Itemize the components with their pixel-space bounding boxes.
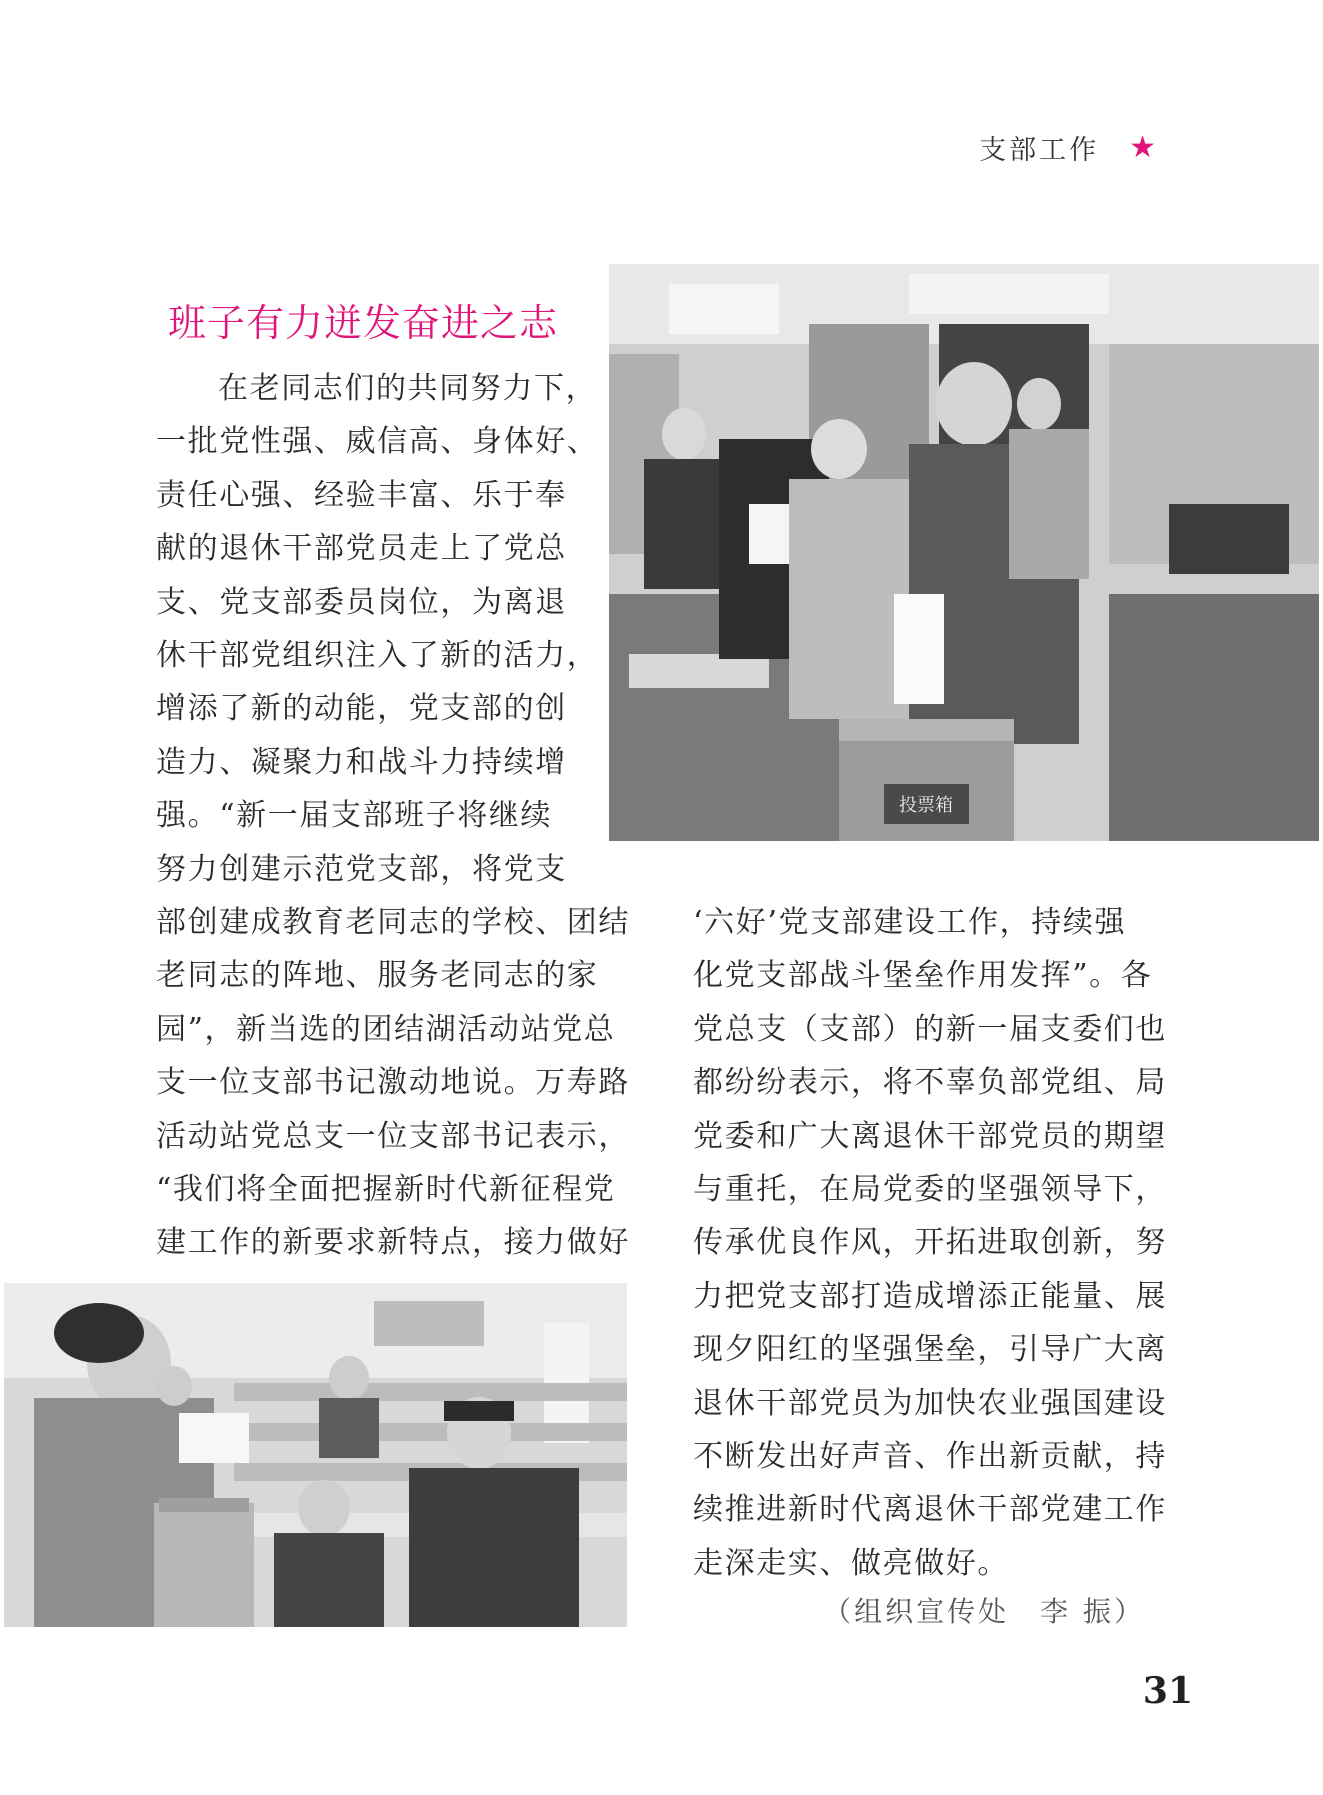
author-credit: （组织宣传处 李 振） bbox=[823, 1595, 1145, 1628]
text-line: 力把党支部打造成增添正能量、展 bbox=[693, 1278, 1167, 1314]
text-line: 支一位支部书记激动地说。万寿路 bbox=[156, 1065, 630, 1101]
text-line: 党总支（支部）的新一届支委们也 bbox=[693, 1011, 1167, 1047]
text-line: “我们将全面把握新时代新征程党 bbox=[156, 1172, 616, 1208]
text-line: 化党支部战斗堡垒作用发挥”。各 bbox=[693, 958, 1153, 994]
ballot-collection-photo bbox=[4, 1283, 627, 1627]
text-column-3 bbox=[693, 896, 1167, 1590]
text-line: 与重托，在局党委的坚强领导下， bbox=[693, 1172, 1167, 1208]
text-line: 部创建成教育老同志的学校、团结 bbox=[156, 905, 630, 940]
star-icon: ★ bbox=[1129, 130, 1159, 165]
ballot-box-label: 投票箱 bbox=[899, 795, 953, 816]
text-line: 献的退休干部党员走上了党总 bbox=[156, 531, 567, 567]
page-number: 31 bbox=[1142, 1670, 1193, 1712]
text-line: 建工作的新要求新特点，接力做好 bbox=[156, 1225, 630, 1261]
text-column-2 bbox=[156, 896, 630, 1270]
text-column-1 bbox=[156, 362, 598, 896]
voting-photo bbox=[609, 264, 1319, 841]
section-header bbox=[979, 128, 1159, 167]
text-line: 园”，新当选的团结湖活动站党总 bbox=[156, 1011, 616, 1047]
section-label: 支部工作 bbox=[979, 135, 1100, 166]
text-line: 一批党性强、威信高、身体好、 bbox=[156, 424, 599, 460]
text-line: 责任心强、经验丰富、乐于奉 bbox=[156, 477, 567, 513]
text-line: 传承优良作风，开拓进取创新，努 bbox=[693, 1225, 1167, 1261]
text-line: 增添了新的动能，党支部的创 bbox=[156, 691, 567, 727]
text-line: 退休干部党员为加快农业强国建设 bbox=[693, 1385, 1167, 1421]
text-line: 休干部党组织注入了新的活力， bbox=[156, 638, 599, 674]
text-line: 强。“新一届支部班子将继续 bbox=[156, 798, 553, 834]
voting-photo-illustration bbox=[609, 264, 1319, 841]
text-line: 走深走实、做亮做好。 bbox=[693, 1545, 1009, 1581]
text-line: 党委和广大离退休干部党员的期望 bbox=[693, 1118, 1167, 1154]
article-title: 班子有力迸发奋进之志 bbox=[168, 301, 559, 345]
text-line: 都纷纷表示，将不辜负部党组、局 bbox=[693, 1065, 1167, 1101]
text-line: 老同志的阵地、服务老同志的家 bbox=[156, 958, 599, 994]
text-line: 造力、凝聚力和战斗力持续增 bbox=[156, 744, 567, 780]
text-line: 努力创建示范党支部，将党支 bbox=[156, 851, 567, 887]
text-line: ‘六好’党支部建设工作，持续强 bbox=[693, 905, 1127, 940]
text-line: 在老同志们的共同努力下， bbox=[218, 371, 598, 406]
text-line: 现夕阳红的坚强堡垒，引导广大离 bbox=[693, 1332, 1167, 1368]
ballot-collection-photo-illustration bbox=[4, 1283, 627, 1627]
text-line: 续推进新时代离退休干部党建工作 bbox=[693, 1492, 1167, 1528]
text-line: 活动站党总支一位支部书记表示， bbox=[156, 1118, 630, 1154]
text-line: 支、党支部委员岗位，为离退 bbox=[156, 584, 567, 620]
text-line: 不断发出好声音、作出新贡献，持 bbox=[693, 1439, 1167, 1475]
